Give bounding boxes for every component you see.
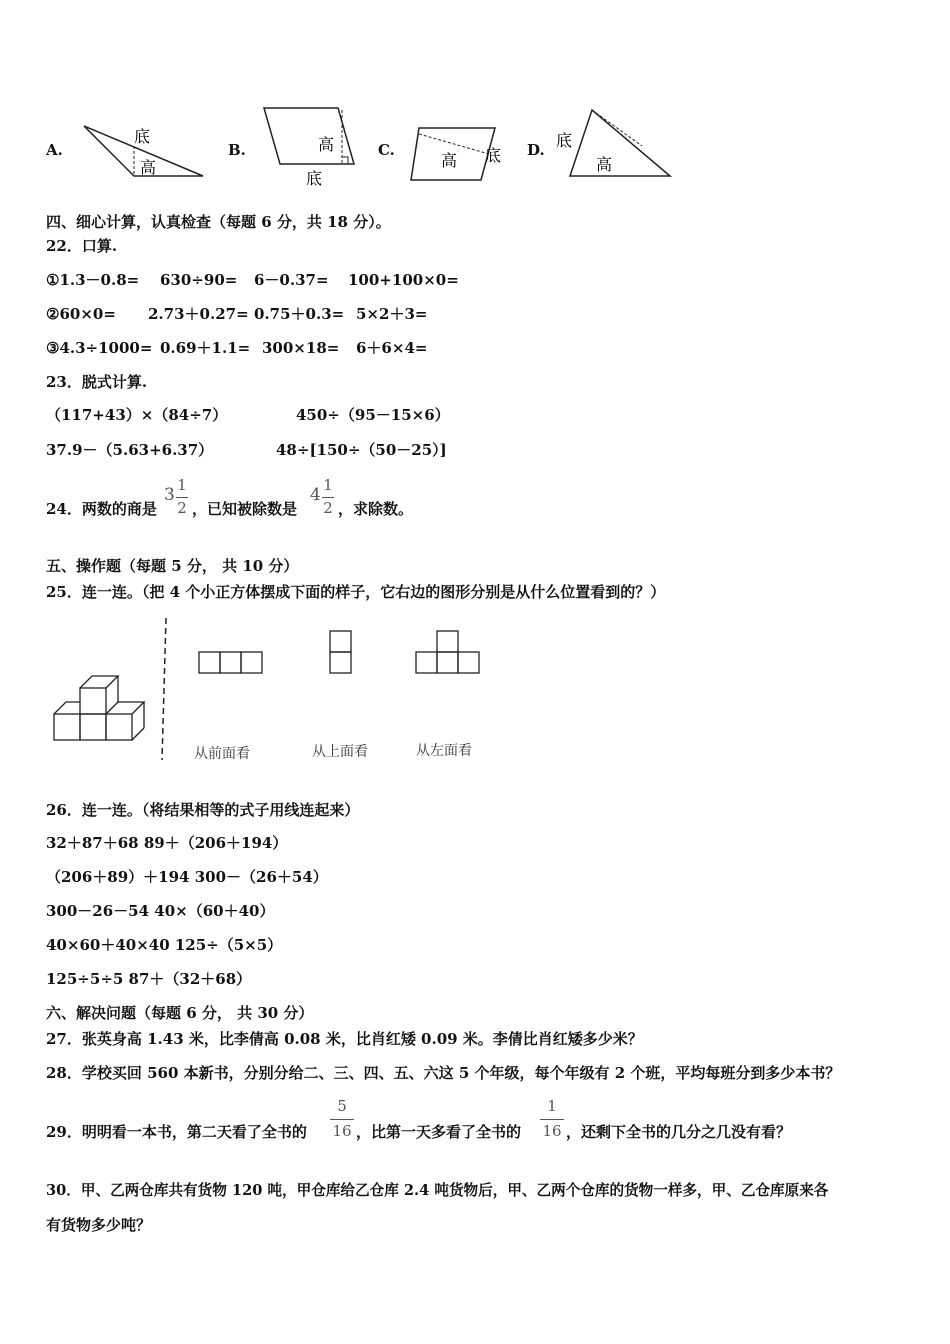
view-left-shape bbox=[416, 631, 479, 673]
q29-frac1-bar bbox=[330, 1119, 354, 1120]
option-d-letter: D. bbox=[527, 141, 545, 159]
q29-frac1-num: 5 bbox=[337, 1097, 347, 1115]
q23-r1-c2: 450÷（95－15×6） bbox=[296, 406, 450, 424]
q24-frac1-whole: 3 bbox=[164, 485, 175, 505]
q24-text-pre: 24．两数的商是 bbox=[46, 500, 157, 518]
q24-frac1-den: 2 bbox=[177, 499, 187, 517]
q23-r2-c1: 37.9－（5.63+6.37） bbox=[46, 441, 214, 459]
option-c-height-label: 高 bbox=[441, 151, 458, 170]
q26-row-3: 300－26－54 40×（60＋40） bbox=[46, 902, 275, 920]
q29-text-mid: ，比第一天多看了全书的 bbox=[356, 1123, 522, 1141]
q23-title: 23．脱式计算. bbox=[46, 373, 148, 391]
q22-r1-c1: ①1.3－0.8= bbox=[46, 271, 140, 289]
q29-frac1-den: 16 bbox=[332, 1122, 352, 1140]
option-d-triangle-figure bbox=[552, 106, 676, 182]
q29-text-post: ，还剩下全书的几分之几没有看？ bbox=[566, 1123, 792, 1141]
q22-r2-c3: 0.75＋0.3= bbox=[254, 305, 345, 323]
q25-title: 25．连一连。（把 4 个小正方体摆成下面的样子，它右边的图形分别是从什么位置看到的？） bbox=[46, 583, 666, 601]
q22-r3-c2: 0.69＋1.1= bbox=[160, 339, 251, 357]
option-b-parallelogram-figure bbox=[258, 104, 368, 188]
q22-r2-c1: ②60×0= bbox=[46, 305, 116, 323]
q27-text: 27．张英身高 1.43 米，比李倩高 0.08 米，比肖红矮 0.09 米。李倩比肖红矮多少米？ bbox=[46, 1030, 643, 1048]
q22-r3-c1: ③4.3÷1000= bbox=[46, 339, 153, 357]
q26-row-5: 125÷5÷5 87＋（32＋68） bbox=[46, 970, 252, 988]
q22-r1-c2: 630÷90= bbox=[160, 271, 238, 289]
option-b-height-label: 高 bbox=[318, 135, 335, 154]
q24-text-mid: ，已知被除数是 bbox=[192, 500, 298, 518]
q24-frac1-bar bbox=[176, 497, 188, 498]
q28-text: 28．学校买回 560 本新书，分别分给二、三、四、五、六这 5 个年级，每个年级有 2 个班，平均每班分到多少本书？ bbox=[46, 1064, 841, 1082]
q26-row-1: 32＋87＋68 89＋（206＋194） bbox=[46, 834, 288, 852]
q25-cubes-figure bbox=[48, 612, 498, 772]
q29-frac2-num: 1 bbox=[547, 1097, 557, 1115]
q24-frac1-num: 1 bbox=[177, 476, 187, 494]
q22-r3-c3: 300×18= bbox=[262, 339, 340, 357]
q30-text-line2: 有货物多少吨？ bbox=[46, 1216, 152, 1234]
q25-divider bbox=[162, 618, 166, 760]
section4-heading: 四、细心计算，认真检查（每题 6 分，共 18 分）。 bbox=[46, 213, 391, 231]
option-a-letter: A. bbox=[46, 141, 63, 159]
view-label-left: 从左面看 bbox=[416, 743, 472, 759]
q26-row-4: 40×60＋40×40 125÷（5×5） bbox=[46, 936, 283, 954]
q24-frac2-den: 2 bbox=[323, 499, 333, 517]
q22-r1-c3: 6－0.37= bbox=[254, 271, 329, 289]
q26-row-2: （206＋89）＋194 300－（26＋54） bbox=[46, 868, 328, 886]
section5-heading: 五、操作题（每题 5 分， 共 10 分） bbox=[46, 557, 299, 575]
option-c-base-label: 底 bbox=[485, 146, 502, 165]
q26-title: 26．连一连。（将结果相等的式子用线连起来） bbox=[46, 801, 360, 819]
view-label-front: 从前面看 bbox=[194, 746, 250, 762]
q22-r1-c4: 100+100×0= bbox=[348, 271, 459, 289]
q24-frac2-whole: 4 bbox=[310, 485, 321, 505]
view-label-top: 从上面看 bbox=[312, 744, 368, 760]
q29-frac2-bar bbox=[540, 1119, 564, 1120]
option-a-triangle-figure bbox=[78, 118, 210, 182]
q24-frac2-bar bbox=[322, 497, 334, 498]
option-c-letter: C. bbox=[378, 141, 395, 159]
option-a-height-label: 高 bbox=[140, 158, 157, 177]
q22-title: 22．口算. bbox=[46, 237, 118, 255]
q30-text-line1: 30．甲、乙两仓库共有货物 120 吨，甲仓库给乙仓库 2.4 吨货物后，甲、乙两个仓库的货物一样多，甲、乙仓库原来各 bbox=[46, 1182, 829, 1199]
q29-text-pre: 29．明明看一本书，第二天看了全书的 bbox=[46, 1123, 307, 1141]
option-b-letter: B. bbox=[228, 141, 246, 159]
cube-stack-drawing bbox=[54, 676, 144, 740]
q24-text-post: ，求除数。 bbox=[338, 500, 414, 518]
q24-frac2-num: 1 bbox=[323, 476, 333, 494]
q23-r2-c2: 48÷[150÷（50－25）] bbox=[276, 441, 447, 459]
option-a-base-label: 底 bbox=[134, 127, 151, 146]
view-top-shape bbox=[330, 631, 351, 673]
view-front-shape bbox=[199, 652, 262, 673]
option-d-base-label: 底 bbox=[556, 131, 573, 150]
q22-r2-c4: 5×2＋3= bbox=[356, 305, 428, 323]
q22-r3-c4: 6＋6×4= bbox=[356, 339, 428, 357]
option-c-parallelogram-figure bbox=[405, 118, 515, 184]
q22-r2-c2: 2.73＋0.27= bbox=[148, 305, 249, 323]
option-d-height-label: 高 bbox=[596, 155, 613, 174]
option-b-base-label: 底 bbox=[306, 169, 323, 188]
q23-r1-c1: （117+43）×（84÷7） bbox=[46, 406, 228, 424]
section6-heading: 六、解决问题（每题 6 分， 共 30 分） bbox=[46, 1004, 314, 1022]
q29-frac2-den: 16 bbox=[542, 1122, 562, 1140]
